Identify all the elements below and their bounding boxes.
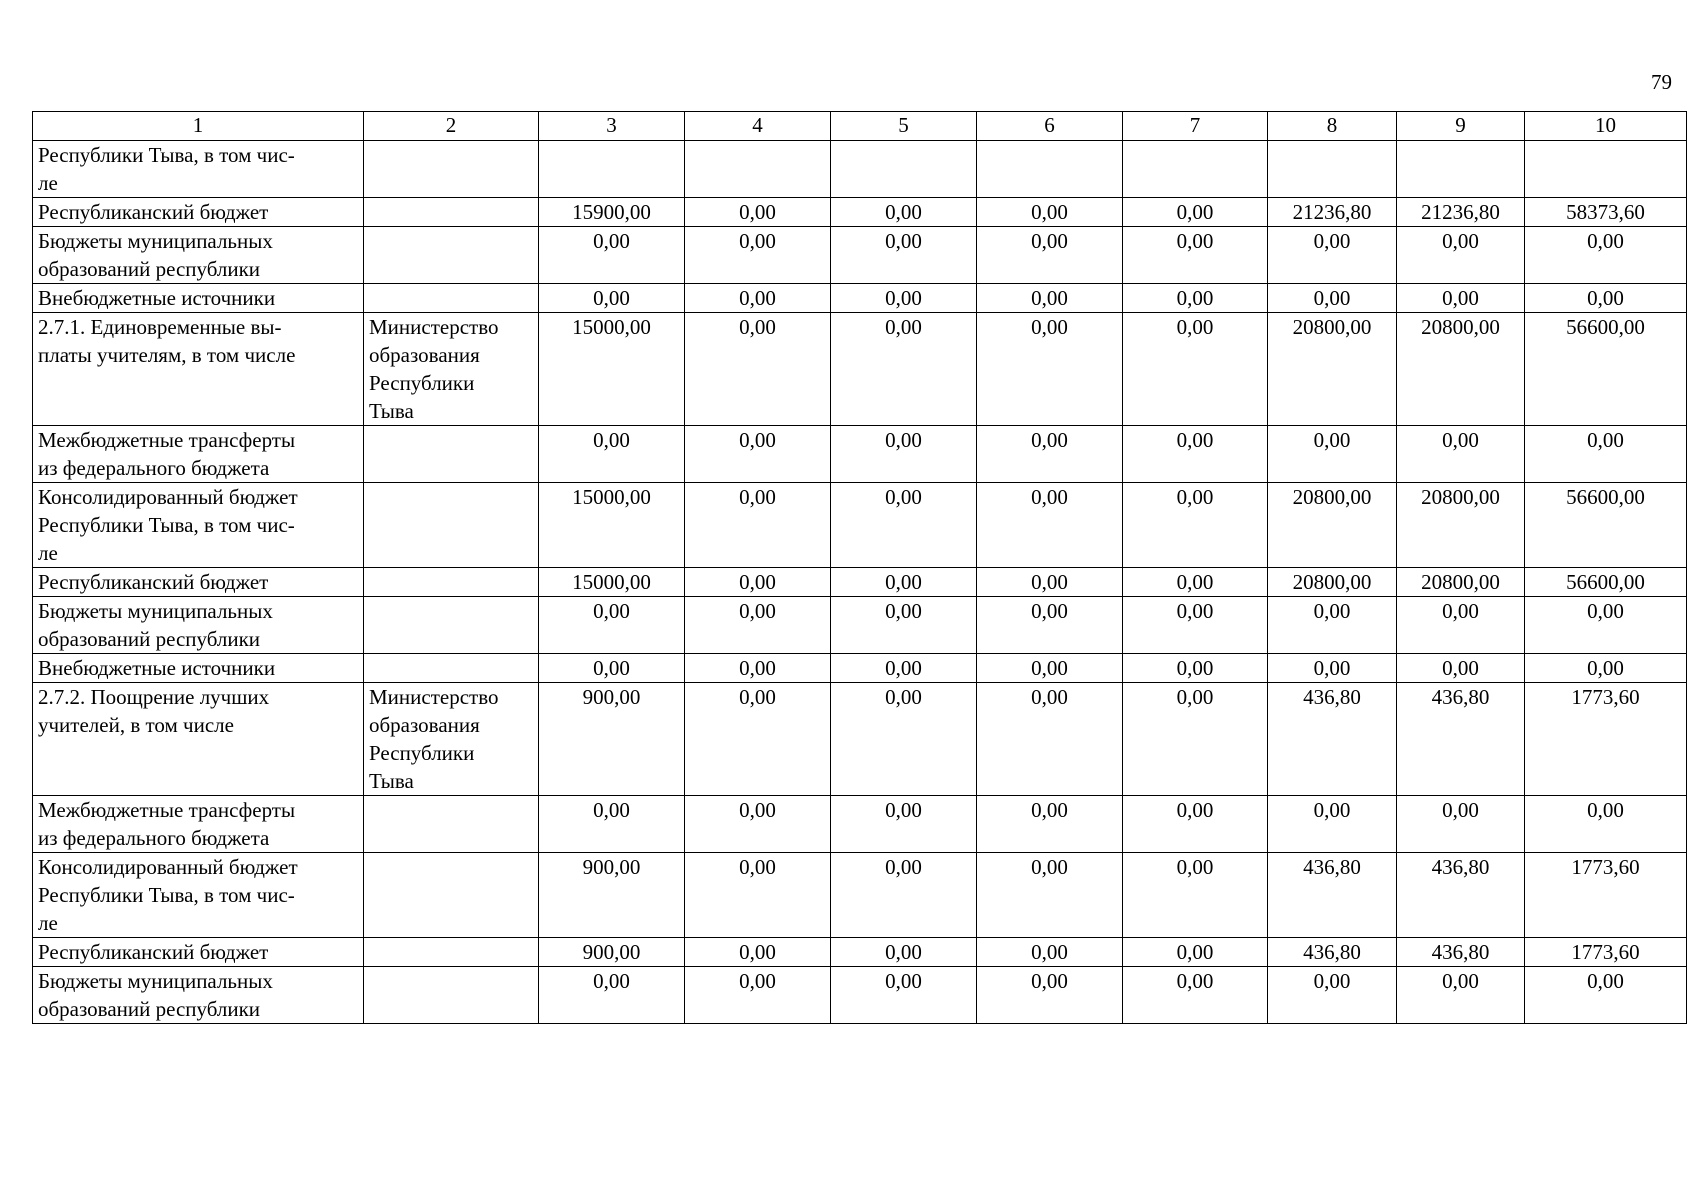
value-cell-col-10: 58373,60 (1525, 198, 1687, 227)
page-number: 79 (1651, 70, 1672, 94)
row-name-cell: Республики Тыва, в том чис- ле (33, 141, 364, 198)
header-cell-5: 5 (831, 112, 977, 141)
value-cell-col-9: 0,00 (1397, 284, 1525, 313)
value-cell-col-10: 0,00 (1525, 796, 1687, 853)
value-cell-col-5: 0,00 (831, 483, 977, 568)
value-cell-col-3 (539, 141, 685, 198)
value-cell-col-8: 20800,00 (1268, 313, 1397, 426)
row-name-cell: Бюджеты муниципальных образований республики (33, 967, 364, 1024)
row-name-cell: Республиканский бюджет (33, 938, 364, 967)
table-row (33, 597, 1687, 654)
value-cell-col-5: 0,00 (831, 284, 977, 313)
value-cell-col-3: 0,00 (539, 227, 685, 284)
responsible-cell (364, 198, 539, 227)
value-cell-col-4: 0,00 (685, 967, 831, 1024)
value-cell-col-4: 0,00 (685, 568, 831, 597)
value-cell-col-5: 0,00 (831, 568, 977, 597)
value-cell-col-6: 0,00 (977, 426, 1123, 483)
value-cell-col-8: 436,80 (1268, 853, 1397, 938)
value-cell-col-9: 20800,00 (1397, 483, 1525, 568)
value-cell-col-8: 0,00 (1268, 597, 1397, 654)
value-cell-col-6: 0,00 (977, 227, 1123, 284)
value-cell-col-4: 0,00 (685, 426, 831, 483)
table-row (33, 853, 1687, 938)
value-cell-col-5: 0,00 (831, 938, 977, 967)
row-name-cell: Внебюджетные источники (33, 284, 364, 313)
value-cell-col-7: 0,00 (1123, 568, 1268, 597)
value-cell-col-3: 0,00 (539, 426, 685, 483)
value-cell-col-5: 0,00 (831, 227, 977, 284)
row-name-cell: Республиканский бюджет (33, 568, 364, 597)
value-cell-col-9: 436,80 (1397, 683, 1525, 796)
responsible-cell: Министерство образования Республики Тыва (364, 683, 539, 796)
value-cell-col-4: 0,00 (685, 198, 831, 227)
value-cell-col-7: 0,00 (1123, 284, 1268, 313)
table-row (33, 654, 1687, 683)
row-name-cell: Внебюджетные источники (33, 654, 364, 683)
value-cell-col-7: 0,00 (1123, 654, 1268, 683)
value-cell-col-7: 0,00 (1123, 597, 1268, 654)
value-cell-col-9: 0,00 (1397, 967, 1525, 1024)
table-row (33, 483, 1687, 568)
responsible-cell (364, 967, 539, 1024)
header-cell-1: 1 (33, 112, 364, 141)
header-row (33, 112, 1687, 141)
value-cell-col-10: 0,00 (1525, 426, 1687, 483)
value-cell-col-10: 1773,60 (1525, 938, 1687, 967)
value-cell-col-9: 0,00 (1397, 597, 1525, 654)
value-cell-col-7: 0,00 (1123, 938, 1268, 967)
value-cell-col-3: 15000,00 (539, 483, 685, 568)
value-cell-col-8: 0,00 (1268, 284, 1397, 313)
value-cell-col-8: 0,00 (1268, 967, 1397, 1024)
header-cell-7: 7 (1123, 112, 1268, 141)
value-cell-col-6 (977, 141, 1123, 198)
value-cell-col-4: 0,00 (685, 597, 831, 654)
table-body (33, 112, 1687, 1024)
table-row (33, 141, 1687, 198)
value-cell-col-10: 56600,00 (1525, 483, 1687, 568)
value-cell-col-10: 0,00 (1525, 227, 1687, 284)
responsible-cell (364, 654, 539, 683)
value-cell-col-7: 0,00 (1123, 967, 1268, 1024)
value-cell-col-4: 0,00 (685, 654, 831, 683)
value-cell-col-9: 0,00 (1397, 426, 1525, 483)
value-cell-col-6: 0,00 (977, 483, 1123, 568)
value-cell-col-7: 0,00 (1123, 198, 1268, 227)
value-cell-col-4: 0,00 (685, 483, 831, 568)
value-cell-col-5: 0,00 (831, 426, 977, 483)
responsible-cell (364, 597, 539, 654)
value-cell-col-4: 0,00 (685, 284, 831, 313)
value-cell-col-10: 0,00 (1525, 654, 1687, 683)
value-cell-col-8 (1268, 141, 1397, 198)
value-cell-col-9: 21236,80 (1397, 198, 1525, 227)
value-cell-col-3: 0,00 (539, 654, 685, 683)
responsible-cell (364, 227, 539, 284)
responsible-cell (364, 426, 539, 483)
table-row (33, 227, 1687, 284)
value-cell-col-6: 0,00 (977, 597, 1123, 654)
value-cell-col-6: 0,00 (977, 284, 1123, 313)
value-cell-col-8: 0,00 (1268, 426, 1397, 483)
value-cell-col-5: 0,00 (831, 796, 977, 853)
value-cell-col-6: 0,00 (977, 938, 1123, 967)
row-name-cell: 2.7.1. Единовременные вы- платы учителям, в том числе (33, 313, 364, 426)
value-cell-col-10 (1525, 141, 1687, 198)
value-cell-col-6: 0,00 (977, 683, 1123, 796)
value-cell-col-9: 436,80 (1397, 938, 1525, 967)
value-cell-col-3: 0,00 (539, 796, 685, 853)
table-row (33, 938, 1687, 967)
value-cell-col-3: 0,00 (539, 284, 685, 313)
value-cell-col-7: 0,00 (1123, 313, 1268, 426)
value-cell-col-9: 0,00 (1397, 227, 1525, 284)
value-cell-col-3: 900,00 (539, 938, 685, 967)
value-cell-col-4: 0,00 (685, 227, 831, 284)
value-cell-col-10: 56600,00 (1525, 313, 1687, 426)
budget-table (32, 111, 1687, 1024)
row-name-cell: Консолидированный бюджет Республики Тыва, в том чис- ле (33, 483, 364, 568)
responsible-cell (364, 938, 539, 967)
value-cell-col-6: 0,00 (977, 853, 1123, 938)
value-cell-col-3: 0,00 (539, 597, 685, 654)
value-cell-col-10: 1773,60 (1525, 683, 1687, 796)
table-row (33, 568, 1687, 597)
value-cell-col-4 (685, 141, 831, 198)
responsible-cell (364, 284, 539, 313)
header-cell-10: 10 (1525, 112, 1687, 141)
table-row (33, 967, 1687, 1024)
responsible-cell (364, 568, 539, 597)
header-cell-6: 6 (977, 112, 1123, 141)
value-cell-col-7: 0,00 (1123, 853, 1268, 938)
table-row (33, 683, 1687, 796)
value-cell-col-5: 0,00 (831, 853, 977, 938)
value-cell-col-3: 15000,00 (539, 313, 685, 426)
value-cell-col-5: 0,00 (831, 597, 977, 654)
value-cell-col-9: 20800,00 (1397, 313, 1525, 426)
value-cell-col-4: 0,00 (685, 313, 831, 426)
value-cell-col-10: 0,00 (1525, 597, 1687, 654)
responsible-cell (364, 853, 539, 938)
value-cell-col-8: 20800,00 (1268, 483, 1397, 568)
value-cell-col-5: 0,00 (831, 683, 977, 796)
value-cell-col-10: 1773,60 (1525, 853, 1687, 938)
row-name-cell: Консолидированный бюджет Республики Тыва, в том чис- ле (33, 853, 364, 938)
table-row (33, 284, 1687, 313)
responsible-cell: Министерство образования Республики Тыва (364, 313, 539, 426)
value-cell-col-4: 0,00 (685, 683, 831, 796)
value-cell-col-10: 0,00 (1525, 284, 1687, 313)
value-cell-col-7: 0,00 (1123, 227, 1268, 284)
value-cell-col-8: 0,00 (1268, 796, 1397, 853)
value-cell-col-9: 0,00 (1397, 654, 1525, 683)
table-row (33, 796, 1687, 853)
value-cell-col-6: 0,00 (977, 568, 1123, 597)
row-name-cell: 2.7.2. Поощрение лучших учителей, в том числе (33, 683, 364, 796)
value-cell-col-8: 436,80 (1268, 683, 1397, 796)
value-cell-col-8: 20800,00 (1268, 568, 1397, 597)
value-cell-col-6: 0,00 (977, 967, 1123, 1024)
responsible-cell (364, 141, 539, 198)
row-name-cell: Бюджеты муниципальных образований республики (33, 597, 364, 654)
value-cell-col-9: 0,00 (1397, 796, 1525, 853)
value-cell-col-5: 0,00 (831, 967, 977, 1024)
row-name-cell: Республиканский бюджет (33, 198, 364, 227)
responsible-cell (364, 796, 539, 853)
value-cell-col-7: 0,00 (1123, 796, 1268, 853)
value-cell-col-10: 56600,00 (1525, 568, 1687, 597)
value-cell-col-9: 436,80 (1397, 853, 1525, 938)
header-cell-8: 8 (1268, 112, 1397, 141)
row-name-cell: Межбюджетные трансферты из федерального бюджета (33, 796, 364, 853)
row-name-cell: Бюджеты муниципальных образований республики (33, 227, 364, 284)
value-cell-col-3: 900,00 (539, 853, 685, 938)
table-row (33, 198, 1687, 227)
value-cell-col-4: 0,00 (685, 853, 831, 938)
table-row (33, 426, 1687, 483)
value-cell-col-7: 0,00 (1123, 483, 1268, 568)
value-cell-col-3: 15000,00 (539, 568, 685, 597)
value-cell-col-8: 0,00 (1268, 227, 1397, 284)
value-cell-col-9 (1397, 141, 1525, 198)
value-cell-col-4: 0,00 (685, 938, 831, 967)
value-cell-col-6: 0,00 (977, 313, 1123, 426)
value-cell-col-7: 0,00 (1123, 426, 1268, 483)
value-cell-col-3: 0,00 (539, 967, 685, 1024)
value-cell-col-3: 15900,00 (539, 198, 685, 227)
value-cell-col-9: 20800,00 (1397, 568, 1525, 597)
header-cell-9: 9 (1397, 112, 1525, 141)
row-name-cell: Межбюджетные трансферты из федерального бюджета (33, 426, 364, 483)
value-cell-col-4: 0,00 (685, 796, 831, 853)
value-cell-col-3: 900,00 (539, 683, 685, 796)
value-cell-col-8: 0,00 (1268, 654, 1397, 683)
value-cell-col-5: 0,00 (831, 198, 977, 227)
value-cell-col-5: 0,00 (831, 654, 977, 683)
value-cell-col-5 (831, 141, 977, 198)
value-cell-col-5: 0,00 (831, 313, 977, 426)
value-cell-col-10: 0,00 (1525, 967, 1687, 1024)
responsible-cell (364, 483, 539, 568)
header-cell-2: 2 (364, 112, 539, 141)
value-cell-col-6: 0,00 (977, 198, 1123, 227)
header-cell-4: 4 (685, 112, 831, 141)
value-cell-col-6: 0,00 (977, 796, 1123, 853)
header-cell-3: 3 (539, 112, 685, 141)
table-row (33, 313, 1687, 426)
value-cell-col-7 (1123, 141, 1268, 198)
value-cell-col-7: 0,00 (1123, 683, 1268, 796)
value-cell-col-8: 21236,80 (1268, 198, 1397, 227)
value-cell-col-6: 0,00 (977, 654, 1123, 683)
value-cell-col-8: 436,80 (1268, 938, 1397, 967)
